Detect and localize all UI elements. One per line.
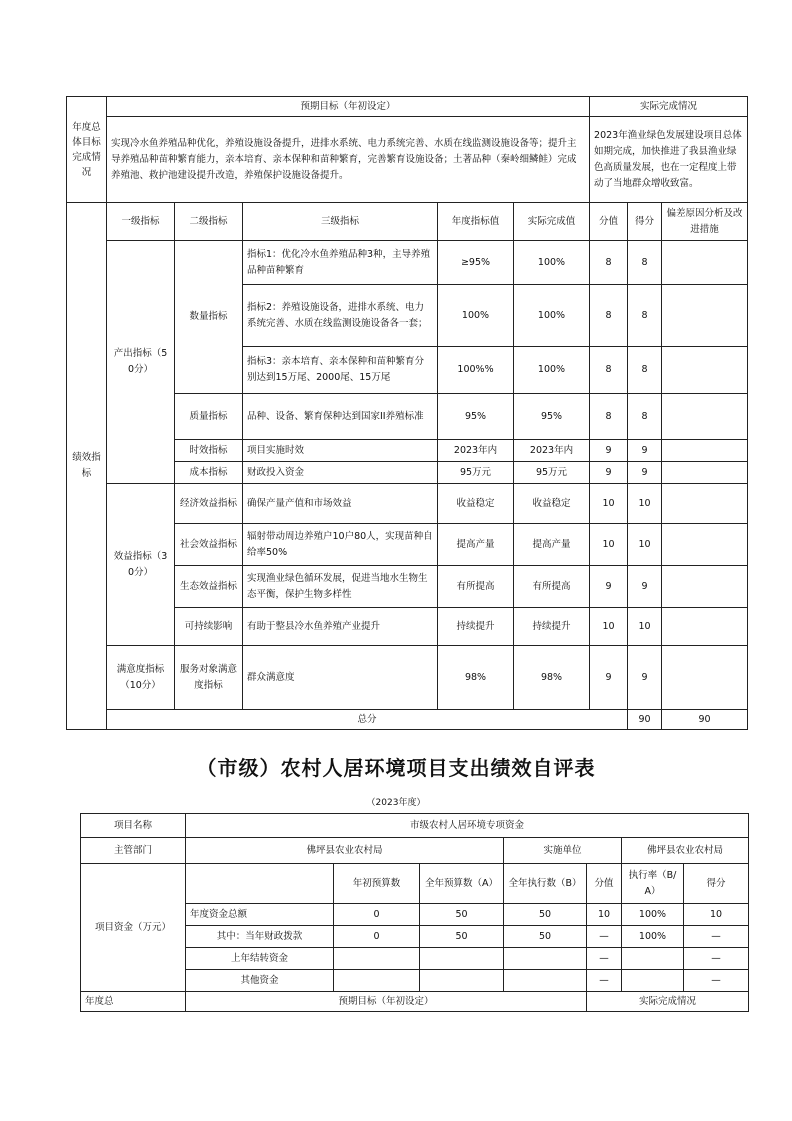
l3-cell: 指标2：养殖设施设备，进排水系统、电力系统完善、水质在线监测设施设备各一套； [243,285,438,347]
fund-full [420,948,504,970]
got-cell: 9 [628,462,662,484]
fund-rate: 100% [622,904,684,926]
target-cell: 95% [438,394,514,440]
fund-row-label: 上年结转资金 [186,948,334,970]
got-cell: 10 [628,484,662,524]
fund-row-label: 其他资金 [186,970,334,992]
actual-cell: 收益稳定 [514,484,590,524]
actual-header-2: 实际完成情况 [587,992,749,1012]
got-cell: 9 [628,566,662,608]
header-deviation: 偏差原因分析及改进措施 [662,203,748,241]
fund-budget [334,948,420,970]
fund-score: — [587,970,622,992]
total-score: 90 [628,710,662,730]
l1-benefit: 效益指标（30分） [107,484,175,646]
fund-score: — [587,948,622,970]
target-cell: 100%% [438,347,514,394]
l3-cell: 财政投入资金 [243,462,438,484]
fund-rate [622,970,684,992]
deviation-cell [662,608,748,646]
col-budget: 年初预算数 [334,864,420,904]
col-full-budget: 全年预算数（A） [420,864,504,904]
l2-cell: 成本指标 [175,462,243,484]
score-cell: 8 [590,241,628,285]
target-cell: ≥95% [438,241,514,285]
actual-cell: 98% [514,646,590,710]
deviation-cell [662,394,748,440]
summary-label-2: 年度总 [81,992,186,1012]
actual-cell: 100% [514,285,590,347]
target-cell: 有所提高 [438,566,514,608]
score-cell: 9 [590,440,628,462]
col-got: 得分 [684,864,749,904]
header-l3: 三级指标 [243,203,438,241]
l2-quantity: 数量指标 [175,241,243,394]
header-target: 年度指标值 [438,203,514,241]
header-got: 得分 [628,203,662,241]
actual-text: 2023年渔业绿色发展建设项目总体如期完成，加快推进了我县渔业绿色高质量发展，也在一定程度上带动了当地群众增收致富。 [590,117,748,203]
fund-got: 10 [684,904,749,926]
dept: 佛坪县农业农村局 [186,838,504,864]
fund-budget: 0 [334,926,420,948]
score-cell: 9 [590,462,628,484]
deviation-cell [662,285,748,347]
target-cell: 收益稳定 [438,484,514,524]
fund-exec [504,970,587,992]
fund-full [420,970,504,992]
l2-cell: 生态效益指标 [175,566,243,608]
dept-label: 主管部门 [81,838,186,864]
got-cell: 8 [628,241,662,285]
score-cell: 9 [590,646,628,710]
l3-cell: 品种、设备、繁育保种达到国家II养殖标准 [243,394,438,440]
fund-rate: 100% [622,926,684,948]
l3-cell: 项目实施时效 [243,440,438,462]
target-cell: 持续提升 [438,608,514,646]
deviation-cell [662,462,748,484]
l1-satisfaction: 满意度指标（10分） [107,646,175,710]
score-cell: 8 [590,285,628,347]
performance-table [66,96,748,730]
score-cell: 10 [590,524,628,566]
header-l1: 一级指标 [107,203,175,241]
got-cell: 10 [628,608,662,646]
fund-rate [622,948,684,970]
l1-output: 产出指标（50分） [107,241,175,484]
fund-table [80,813,749,1012]
impl: 佛坪县农业农村局 [622,838,749,864]
header-score: 分值 [590,203,628,241]
actual-cell: 95万元 [514,462,590,484]
got-cell: 8 [628,347,662,394]
actual-cell: 100% [514,241,590,285]
l3-cell: 群众满意度 [243,646,438,710]
impl-label: 实施单位 [504,838,622,864]
col-exec: 全年执行数（B） [504,864,587,904]
fund-row-label: 其中：当年财政拨款 [186,926,334,948]
total-label: 总分 [107,710,628,730]
fund-got: — [684,970,749,992]
fund-full: 50 [420,926,504,948]
fund-budget: 0 [334,904,420,926]
l2-cell: 社会效益指标 [175,524,243,566]
actual-cell: 100% [514,347,590,394]
got-cell: 10 [628,524,662,566]
project-name-label: 项目名称 [81,814,186,838]
header-l2: 二级指标 [175,203,243,241]
deviation-cell [662,440,748,462]
deviation-cell [662,566,748,608]
l3-cell: 确保产量产值和市场效益 [243,484,438,524]
score-cell: 10 [590,608,628,646]
expected-header: 预期目标（年初设定） [107,97,590,117]
target-cell: 2023年内 [438,440,514,462]
actual-cell: 2023年内 [514,440,590,462]
col-score: 分值 [587,864,622,904]
deviation-cell [662,241,748,285]
l2-cell: 服务对象满意度指标 [175,646,243,710]
funds-label: 项目资金（万元） [81,864,186,992]
l2-cell: 质量指标 [175,394,243,440]
header-actual: 实际完成值 [514,203,590,241]
l2-cell: 时效指标 [175,440,243,462]
got-cell: 9 [628,440,662,462]
col-rate: 执行率（B/A） [622,864,684,904]
fund-score: 10 [587,904,622,926]
actual-cell: 持续提升 [514,608,590,646]
section-title: （市级）农村人居环境项目支出绩效自评表 [196,756,596,780]
deviation-cell [662,347,748,394]
actual-cell: 提高产量 [514,524,590,566]
expected-header-2: 预期目标（年初设定） [186,992,587,1012]
fund-row-label: 年度资金总额 [186,904,334,926]
deviation-cell [662,646,748,710]
fund-score: — [587,926,622,948]
actual-cell: 95% [514,394,590,440]
summary-label: 年度总体目标完成情况 [67,97,107,203]
total-got: 90 [662,710,748,730]
target-cell: 98% [438,646,514,710]
score-cell: 8 [590,347,628,394]
actual-header: 实际完成情况 [590,97,748,117]
l2-cell: 经济效益指标 [175,484,243,524]
project-name: 市级农村人居环境专项资金 [186,814,749,838]
l3-cell: 实现渔业绿色循环发展，促进当地水生物生态平衡，保护生物多样性 [243,566,438,608]
fund-got: — [684,948,749,970]
l3-cell: 指标3：亲本培育、亲本保种和苗种繁育分别达到15万尾、2000尾、15万尾 [243,347,438,394]
fund-got: — [684,926,749,948]
expected-text: 实现冷水鱼养殖品种优化，养殖设施设备提升，进排水系统、电力系统完善、水质在线监测设施设备等；提升主导养殖品种苗种繁育能力，亲本培育、亲本保种和苗种繁育，完善繁育设施设备；土著品种（秦岭细鳞鲑）完成养殖池、救护池建设提升改造，养殖保护设施设备提升。 [107,117,590,203]
empty-header [186,864,334,904]
fund-exec: 50 [504,926,587,948]
fund-full: 50 [420,904,504,926]
target-cell: 提高产量 [438,524,514,566]
got-cell: 8 [628,285,662,347]
l3-cell: 辐射带动周边养殖户10户80人，实现苗种自给率50% [243,524,438,566]
got-cell: 9 [628,646,662,710]
fund-exec [504,948,587,970]
score-cell: 8 [590,394,628,440]
target-cell: 95万元 [438,462,514,484]
section-year: （2023年度） [366,798,426,808]
deviation-cell [662,524,748,566]
l3-cell: 指标1：优化冷水鱼养殖品种3种，主导养殖品种苗种繁育 [243,241,438,285]
l2-cell: 可持续影响 [175,608,243,646]
target-cell: 100% [438,285,514,347]
got-cell: 8 [628,394,662,440]
deviation-cell [662,484,748,524]
actual-cell: 有所提高 [514,566,590,608]
l3-cell: 有助于整县冷水鱼养殖产业提升 [243,608,438,646]
fund-budget [334,970,420,992]
fund-exec: 50 [504,904,587,926]
score-cell: 10 [590,484,628,524]
perf-label: 绩效指标 [67,203,107,730]
score-cell: 9 [590,566,628,608]
